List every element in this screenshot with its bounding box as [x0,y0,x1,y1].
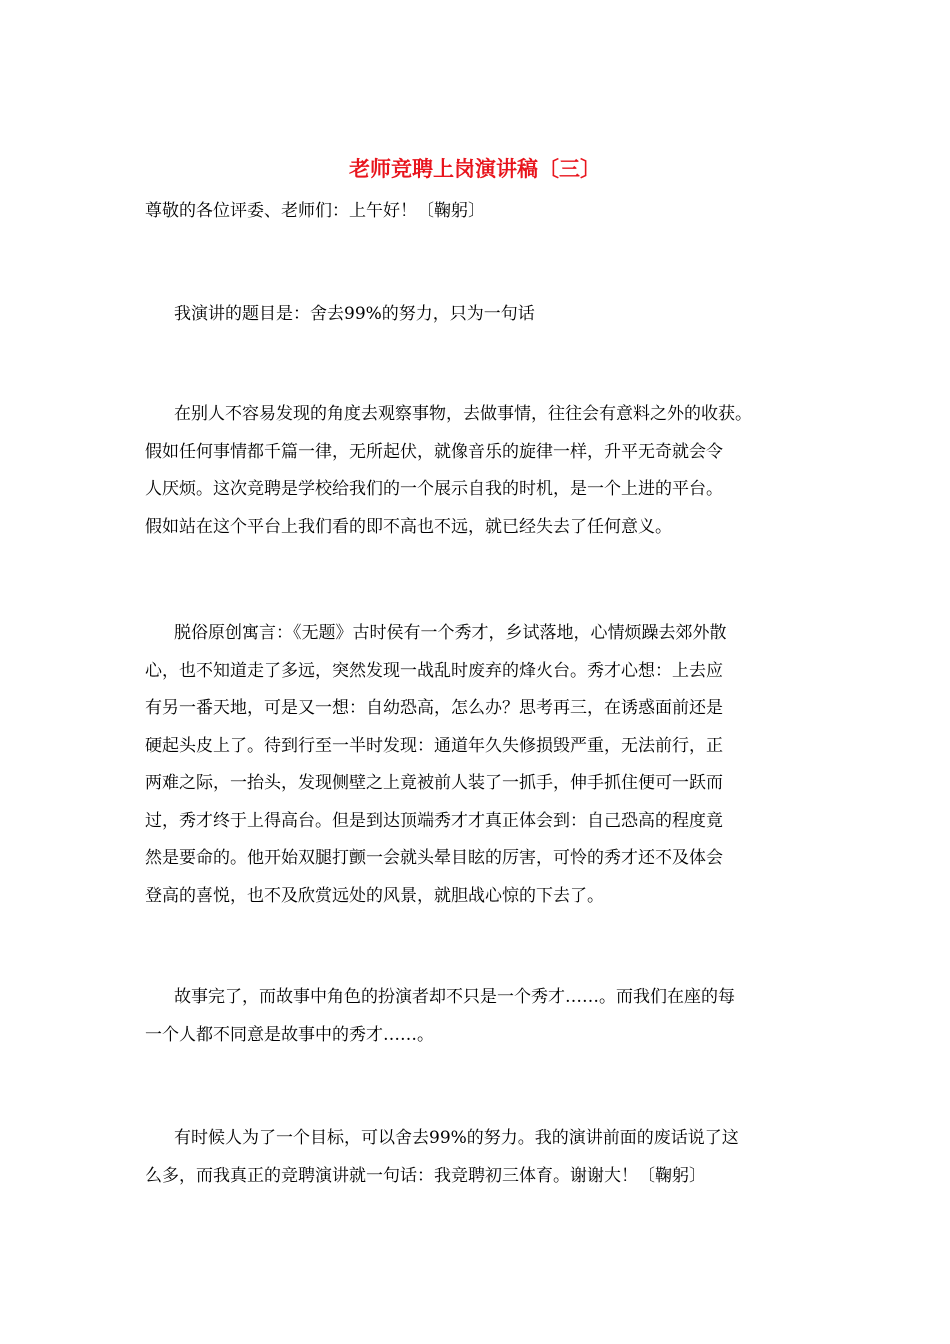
paragraph-line: 两难之际，一抬头，发现侧壁之上竟被前人装了一抓手，伸手抓住便可一跃而 [145,773,723,793]
paragraph-line: 过，秀才终于上得高台。但是到达顶端秀才才真正体会到：自己恐高的程度竟 [145,810,723,831]
paragraph-line: 故事完了，而故事中角色的扮演者却不只是一个秀才……。而我们在座的每 [174,987,735,1007]
paragraph-line: 我演讲的题目是：舍去99%的努力，只为一句话 [174,304,535,324]
paragraph-conclusion [145,1120,825,1195]
paragraph-line: 登高的喜悦，也不及欣赏远处的风景，就胆战心惊的下去了。 [145,885,604,906]
paragraph-line: 然是要命的。他开始双腿打颤一会就头晕目眩的厉害，可怜的秀才还不及体会 [145,848,723,868]
paragraph-line: 有另一番天地，可是又一想：自幼恐高，怎么办？思考再三，在诱惑面前还是 [145,698,723,718]
paragraph-line: 人厌烦。这次竞聘是学校给我们的一个展示自我的时机，是一个上进的平台。 [145,479,723,499]
paragraph-fable [145,615,825,915]
paragraph-line: 么多，而我真正的竞聘演讲就一句话：我竞聘初三体育。谢谢大！〔鞠躬〕 [145,1165,706,1186]
greeting-line: 尊敬的各位评委、老师们：上午好！〔鞠躬〕 [145,201,485,221]
paragraph-line: 硬起头皮上了。待到行至一半时发现：通道年久失修损毁严重，无法前行，正 [145,735,723,756]
paragraph-line: 一个人都不同意是故事中的秀才……。 [145,1024,434,1045]
paragraph-topic [145,296,825,334]
paragraph-line: 心，也不知道走了多远，突然发现一战乱时废弃的烽火台。秀才心想：上去应 [145,660,723,681]
paragraph-line: 脱俗原创寓言：《无题》古时侯有一个秀才，乡试落地，心情烦躁去郊外散 [174,623,727,643]
document-title: 老师竞聘上岗演讲稿〔三〕 [349,156,601,181]
paragraph-line: 假如任何事情都千篇一律，无所起伏，就像音乐的旋律一样，升平无奇就会令 [145,441,723,462]
paragraph-line: 假如站在这个平台上我们看的即不高也不远，就已经失去了任何意义。 [145,516,672,537]
paragraph-line: 在别人不容易发现的角度去观察事物，去做事情，往往会有意料之外的收获。 [174,404,752,424]
paragraph-line: 有时候人为了一个目标，可以舍去99%的努力。我的演讲前面的废话说了这 [174,1128,739,1148]
paragraph-perspective [145,396,825,546]
paragraph-story-end [145,979,825,1054]
